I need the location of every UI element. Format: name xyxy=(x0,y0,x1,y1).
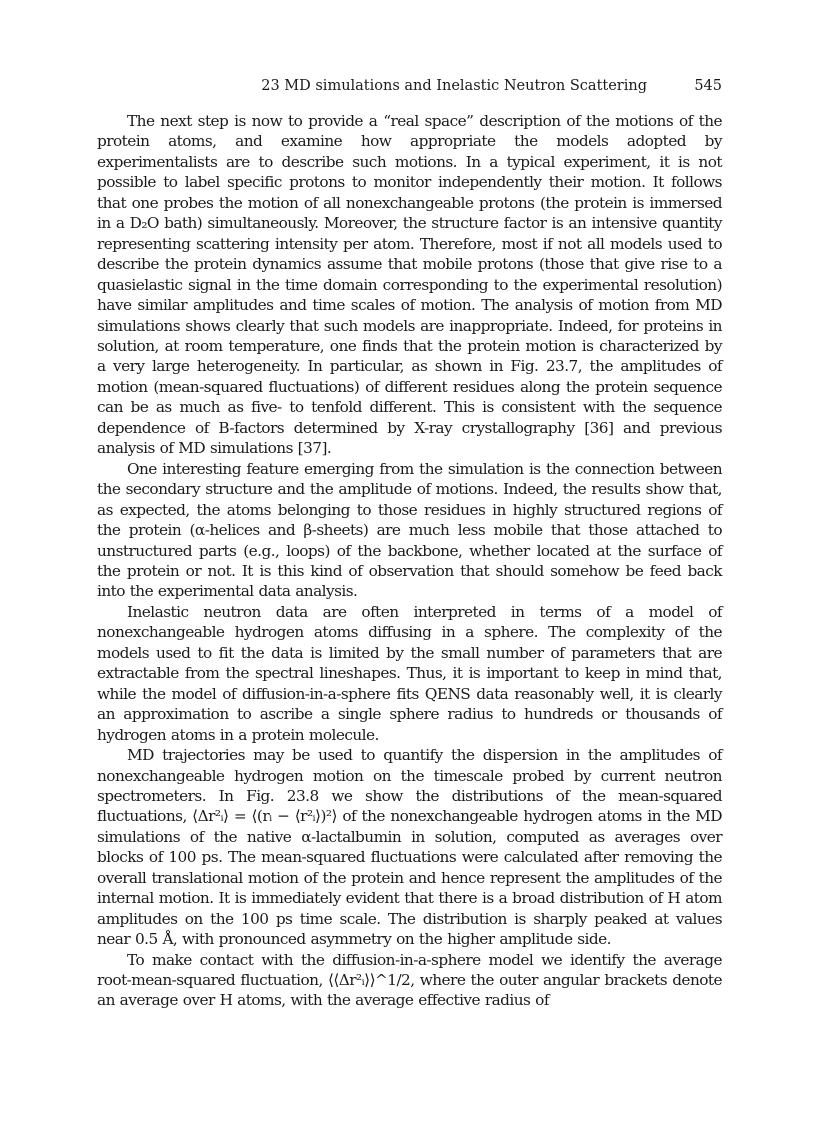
paragraph-secondary-structure: One interesting feature emerging from the simulation is the connection between the secondary structure and the amplitude of motions. Indeed, the results show that, as expected, the atoms belonging to those residues in highly structured regions of the protein (α-helices and β-sheets) are much less mobile that those attached to unstructured parts (e.g., loops) of the backbone, whether located at the surface of the protein or not. It is this kind of observation that should somehow be feed back into the experimental data analysis. xyxy=(97,459,722,601)
paragraph-root-mean-squared: To make contact with the diffusion-in-a-sphere model we identify the average root-mean-squared fluctuation, ⟨⟨Δr²ᵢ⟩⟩^1/2, where the outer angular brackets denote an average over H atoms, with the average effective radius of xyxy=(97,950,722,1010)
running-title: 23 MD simulations and Inelastic Neutron Scattering xyxy=(261,78,647,94)
paragraph-md-trajectories: MD trajectories may be used to quantify the dispersion in the amplitudes of nonexchangeable hydrogen motion on the timescale probed by current neutron spectrometers. In Fig. 23.8 we show the distributions of the mean-squared fluctuations, ⟨Δr²ᵢ⟩ = ⟨(rᵢ − ⟨r²ᵢ⟩)²⟩ of the nonexchangeable hydrogen atoms in the MD simulations of the native α-lactalbumin in solution, computed as averages over blocks of 100 ps. The mean-squared fluctuations were calculated after removing the overall translational motion of the protein and hence represent the amplitudes of the internal motion. It is immediately evident that there is a broad distribution of H atom amplitudes on the 100 ps time scale. The distribution is sharply peaked at values near 0.5 Å, with pronounced asymmetry on the higher amplitude side. xyxy=(97,746,722,949)
paragraph-diffusion-in-sphere: Inelastic neutron data are often interpreted in terms of a model of nonexchangeable hydrogen atoms diffusing in a sphere. The complexity of the models used to fit the data is limited by the small number of parameters that are extractable from the spectral lineshapes. Thus, it is important to keep in mind that, while the model of diffusion-in-a-sphere fits QENS data reasonably well, it is clearly an approximation to ascribe a single sphere radius to hundreds or thousands of hydrogen atoms in a protein molecule. xyxy=(97,602,722,744)
body-text xyxy=(97,111,722,1011)
running-head xyxy=(97,76,722,96)
page-number: 545 xyxy=(694,78,722,94)
paragraph-real-space-description: The next step is now to provide a “real space” description of the motions of the protein atoms, and examine how appropriate the models adopted by experimentalists are to describe such motions. In a typical experiment, it is not possible to label specific protons to monitor independently their motion. It follows that one probes the motion of all nonexchangeable protons (the protein is immersed in a D₂O bath) simultaneously. Moreover, the structure factor is an intensive quantity representing scattering intensity per atom. Therefore, most if not all models used to describe the protein dynamics assume that mobile protons (those that give rise to a quasielastic signal in the time domain corresponding to the experimental resolution) have similar amplitudes and time scales of motion. The analysis of motion from MD simulations shows clearly that such models are inappropriate. Indeed, for proteins in solution, at room temperature, one finds that the protein motion is characterized by a very large heterogeneity. In particular, as shown in Fig. 23.7, the amplitudes of motion (mean-squared fluctuations) of different residues along the protein sequence can be as much as five- to tenfold different. This is consistent with the sequence dependence of B-factors determined by X-ray crystallography [36] and previous analysis of MD simulations [37]. xyxy=(97,112,722,458)
